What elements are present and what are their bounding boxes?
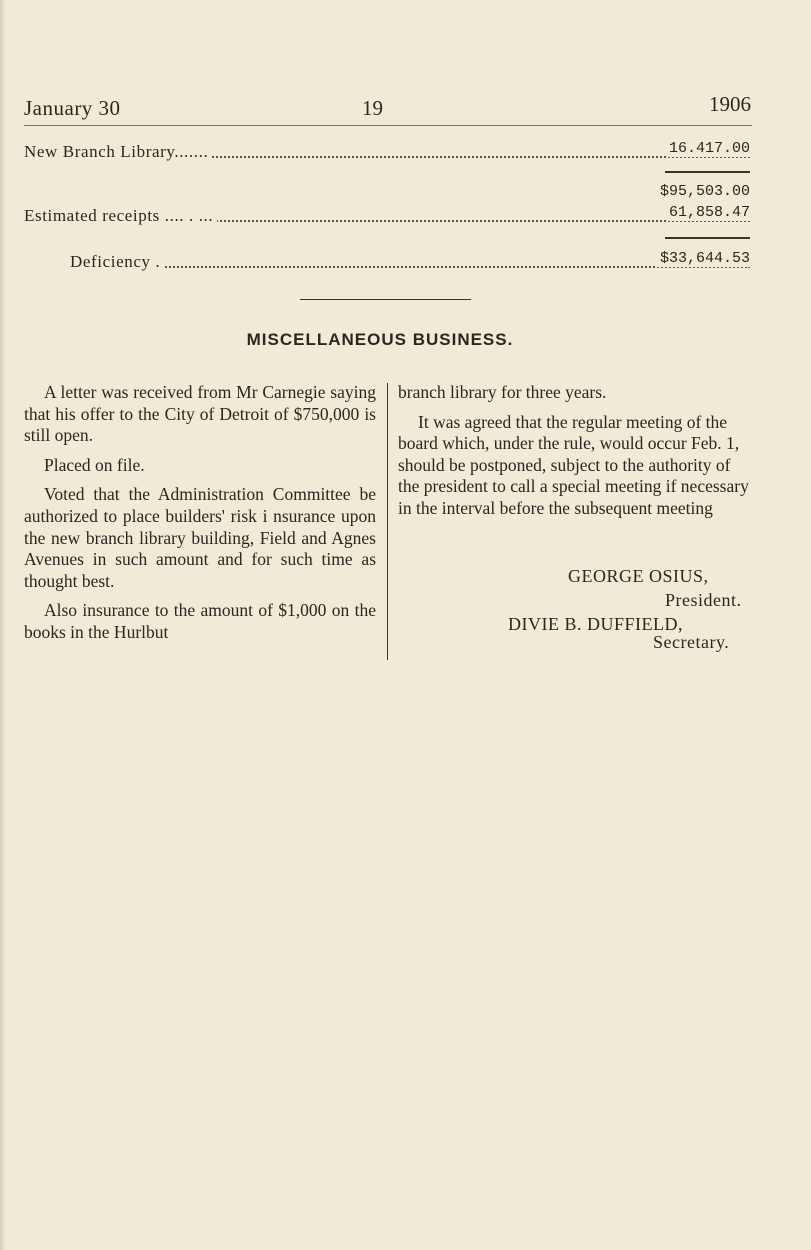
- financial-label: New Branch Library.......: [24, 142, 212, 162]
- signature-president-title: President.: [665, 590, 742, 610]
- running-head: [24, 92, 751, 126]
- header-date: January 30: [24, 96, 121, 120]
- page-number: 19: [362, 96, 383, 120]
- left-column: [24, 382, 376, 644]
- paragraph-book-insurance: Also insurance to the amount of $1,000 on the books in the Hurlbut: [24, 600, 376, 642]
- section-title: MISCELLANEOUS BUSINESS.: [246, 330, 514, 349]
- difference-rule: [665, 237, 750, 239]
- financial-amount: $33,644.53: [657, 250, 750, 267]
- financial-label: Estimated receipts .... . ...: [24, 206, 217, 226]
- right-column: [398, 382, 750, 528]
- paragraph-meeting-postponed: It was agreed that the regular meeting of the board which, under the rule, would occur Feb. 1, should be postponed, subject to the authority of the president to call a special meeting if necessary in the interval before the subsequent meeting: [398, 411, 749, 518]
- section-divider: [300, 299, 471, 300]
- signature-secretary-title: Secretary.: [653, 632, 730, 652]
- financial-amount: 61,858.47: [666, 204, 750, 221]
- financial-label: Deficiency .: [70, 252, 164, 272]
- signature-secretary-name: DIVIE B. DUFFIELD,: [508, 614, 683, 634]
- header-rule: [24, 125, 752, 126]
- signature-president-name: GEORGE OSIUS,: [568, 566, 709, 586]
- sum-rule: [665, 171, 750, 173]
- leader-dots: [70, 266, 750, 268]
- financial-amount: 16.417.00: [666, 140, 750, 157]
- subtotal-amount: $95,503.00: [659, 183, 750, 200]
- paragraph-builders-risk: Voted that the Administration Committee be authorized to place builders' risk i nsurance upon the new branch library building, Field and Agnes Avenues in such amount and for such time as thought best.: [24, 484, 376, 591]
- header-year: 1906: [709, 92, 751, 116]
- column-divider: [387, 383, 388, 660]
- paragraph-carnegie-letter: A letter was received from Mr Carnegie saying that his offer to the City of Detroit of $750,000 is still open.: [24, 382, 376, 446]
- paragraph-continuation: branch library for three years.: [398, 382, 607, 402]
- paragraph-placed-on-file: Placed on file.: [44, 454, 145, 475]
- page-edge-shadow: [0, 0, 6, 1250]
